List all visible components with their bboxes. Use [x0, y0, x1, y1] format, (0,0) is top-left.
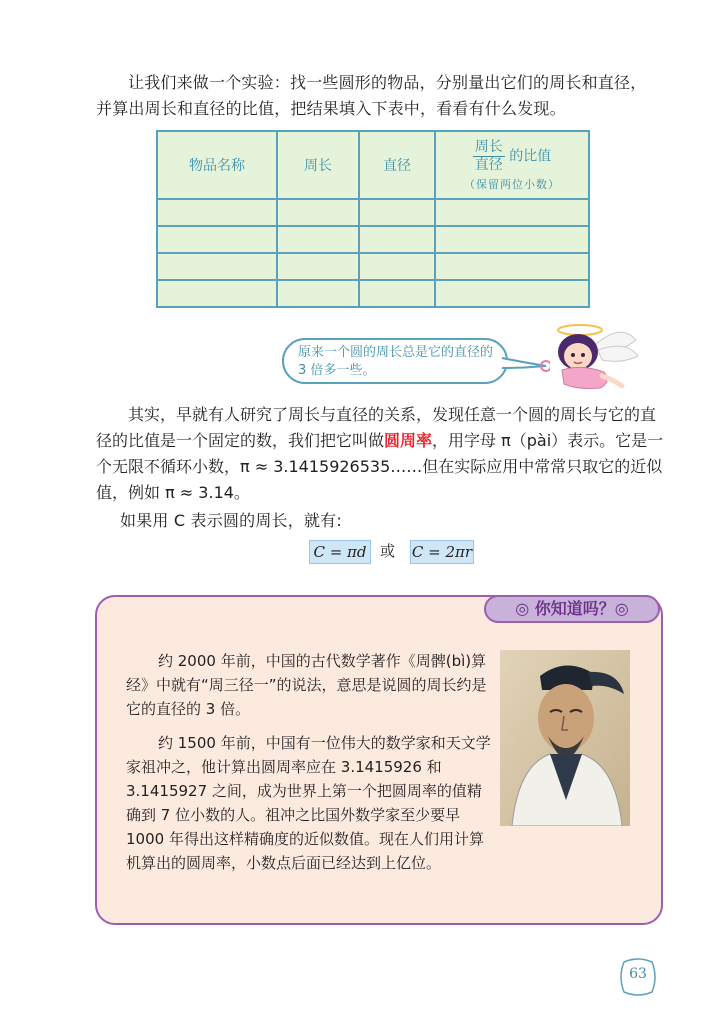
- formula-intro: [96, 508, 342, 534]
- table-cell[interactable]: [277, 253, 359, 280]
- table-cell[interactable]: [435, 199, 589, 226]
- table-cell[interactable]: [359, 253, 435, 280]
- table-cell[interactable]: [359, 226, 435, 253]
- intro-line-2: 并算出周长和直径的比值，把结果填入下表中，看看有什么发现。: [96, 99, 566, 118]
- ratio-fraction: [473, 139, 505, 174]
- table-cell[interactable]: [157, 199, 277, 226]
- table-cell[interactable]: [435, 253, 589, 280]
- did-you-know-title: ◎ 你知道吗？◎: [484, 595, 660, 623]
- table-row: [157, 226, 589, 253]
- formula-diameter: C = πd: [309, 540, 371, 564]
- table-cell[interactable]: [435, 280, 589, 307]
- page-number-badge: [618, 958, 658, 996]
- zu-chongzhi-portrait: [500, 650, 630, 826]
- table-cell[interactable]: [157, 280, 277, 307]
- experiment-table: [156, 130, 590, 308]
- pi-term-highlight: 圆周率: [384, 431, 433, 450]
- explanation-part-2: ，用字母 π（pài）表示。它是一个无限不循环小数，π ≈ 3.1415926535……但在实际应用中常常只取它的近似值，例如 π ≈ 3.14。: [96, 431, 664, 502]
- header-circumference: 周长: [277, 131, 359, 199]
- table-header-row: [157, 131, 589, 199]
- formula-or: 或: [380, 542, 396, 560]
- table-row: [157, 199, 589, 226]
- table-row: [157, 280, 589, 307]
- table-cell[interactable]: [359, 199, 435, 226]
- table-cell[interactable]: [277, 199, 359, 226]
- intro-line-1: 让我们来做一个实验：找一些圆形的物品，分别量出它们的周长和直径，: [128, 73, 647, 92]
- explanation-text: [96, 402, 670, 506]
- table-cell[interactable]: [277, 226, 359, 253]
- table-cell[interactable]: [435, 226, 589, 253]
- header-item-name: 物品名称: [157, 131, 277, 199]
- formula-intro-text: 如果用 C 表示圆的周长，就有:: [120, 511, 342, 530]
- explanation-paragraph: [96, 402, 670, 506]
- speech-bubble-text: 原来一个圆的周长总是它的直径的 3 倍多一些。: [298, 345, 494, 378]
- ratio-numerator: 周长: [474, 138, 503, 155]
- ratio-denominator: 直径: [474, 156, 503, 173]
- formula-radius: C = 2πr: [410, 540, 474, 564]
- ratio-suffix: 的比值: [509, 148, 552, 164]
- ratio-note: （保留两位小数）: [464, 177, 560, 191]
- speech-bubble: [282, 338, 508, 384]
- did-you-know-text: [126, 649, 492, 885]
- page-number: 63: [629, 966, 647, 982]
- did-you-know-paragraph-1: 约 2000 年前，中国的古代数学著作《周髀(bì)算经》中就有“周三径一”的说法，意思是说圆的周长约是它的直径的 3 倍。: [126, 652, 487, 718]
- table-cell[interactable]: [157, 253, 277, 280]
- table-row: [157, 253, 589, 280]
- table-cell[interactable]: [277, 280, 359, 307]
- table-cell[interactable]: [359, 280, 435, 307]
- did-you-know-paragraph-2: 约 1500 年前，中国有一位伟大的数学家和天文学家祖冲之，他计算出圆周率应在 3.1415926 和 3.1415927 之间，成为世界上第一个把圆周率的值精确到 7 位小数的人。祖冲之比国外数学家至少要早 1000 年得出这样精确度的近似数值。现在人们用计算机算出的圆周率，小数点后面已经达到上亿位。: [126, 734, 491, 872]
- header-ratio: [435, 131, 589, 199]
- header-diameter: 直径: [359, 131, 435, 199]
- angel-character-illustration: [542, 320, 642, 392]
- intro-paragraph: [96, 70, 666, 122]
- table-cell[interactable]: [157, 226, 277, 253]
- explanation-part-1: 其实，早就有人研究了周长与直径的关系，发现任意一个圆的周长与它的直径的比值是一个固定的数，我们把它叫做: [96, 405, 657, 450]
